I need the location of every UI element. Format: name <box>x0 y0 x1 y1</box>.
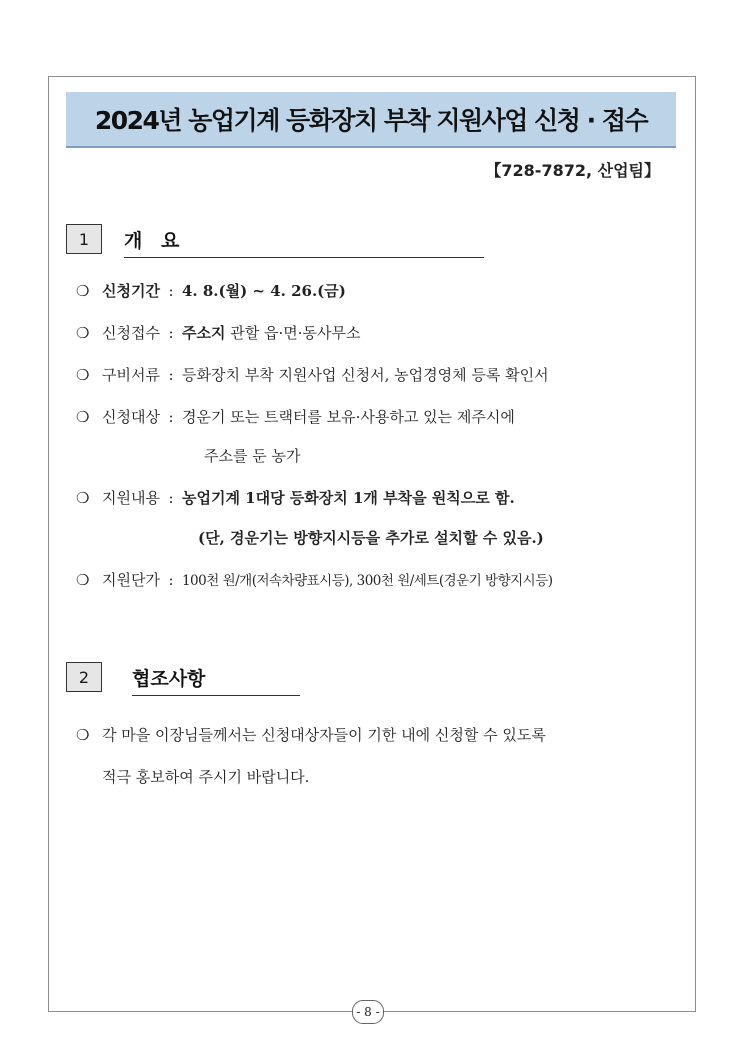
bullet-icon: ❍ <box>76 282 90 300</box>
bullet-icon: ❍ <box>76 366 90 384</box>
cooperation-text-line-1 <box>76 724 546 745</box>
section-2-title: 협조사항 <box>132 664 300 696</box>
item-value: 4. 8.(월) ~ 4. 26.(금) <box>181 282 346 300</box>
item-label: 신청접수 <box>102 324 160 342</box>
item-colon: : <box>168 366 174 384</box>
page-number: - 8 - <box>352 1000 384 1024</box>
item-label: 신청기간 <box>102 282 160 300</box>
item-label: 구비서류 <box>102 366 160 384</box>
cooperation-text: 각 마을 이장님들께서는 신청대상자들이 기한 내에 신청할 수 있도록 <box>102 726 546 744</box>
bullet-icon: ❍ <box>76 408 90 426</box>
item-colon: : <box>168 408 174 426</box>
item-required-documents <box>76 364 549 385</box>
section-1-title: 개 요 <box>124 226 484 258</box>
cooperation-text-line-2: 적극 홍보하여 주시기 바랍니다. <box>102 768 310 786</box>
item-value: 농업기계 1대당 등화장치 1개 부착을 원칙으로 함. <box>181 489 515 507</box>
page-title: 2024년 농업기계 등화장치 부착 지원사업 신청 · 접수 <box>94 106 648 135</box>
item-application-period <box>76 280 346 301</box>
item-value: 등화장치 부착 지원사업 신청서, 농업경영체 등록 확인서 <box>181 366 549 384</box>
item-value: 100천 원/개(저속차량표시등), 300천 원/세트(경운기 방향지시등) <box>181 573 553 589</box>
item-eligibility-continuation: 주소를 둔 농가 <box>204 447 301 465</box>
section-1-number: 1 <box>66 224 102 254</box>
item-colon: : <box>168 282 174 300</box>
bullet-icon: ❍ <box>76 324 90 342</box>
item-eligibility <box>76 406 515 427</box>
item-support-content-continuation: (단, 경운기는 방향지시등을 추가로 설치할 수 있음.) <box>198 529 544 547</box>
item-colon: : <box>168 489 174 507</box>
bullet-icon: ❍ <box>76 726 90 744</box>
item-label: 지원단가 <box>102 571 160 589</box>
item-label: 신청대상 <box>102 408 160 426</box>
bullet-icon: ❍ <box>76 571 90 589</box>
item-colon: : <box>168 324 174 342</box>
item-support-content <box>76 487 515 508</box>
item-application-venue <box>76 322 360 343</box>
bullet-icon: ❍ <box>76 489 90 507</box>
item-label: 지원내용 <box>102 489 160 507</box>
item-value-bold: 주소지 <box>181 324 226 342</box>
section-2-number: 2 <box>66 662 102 692</box>
title-banner <box>66 92 676 148</box>
item-value: 경운기 또는 트랙터를 보유·사용하고 있는 제주시에 <box>181 408 515 426</box>
contact-info: 【728-7872, 산업팀】 <box>485 161 660 180</box>
item-value: 관할 읍·면·동사무소 <box>225 324 361 342</box>
item-unit-price <box>76 569 553 590</box>
item-colon: : <box>168 571 174 589</box>
